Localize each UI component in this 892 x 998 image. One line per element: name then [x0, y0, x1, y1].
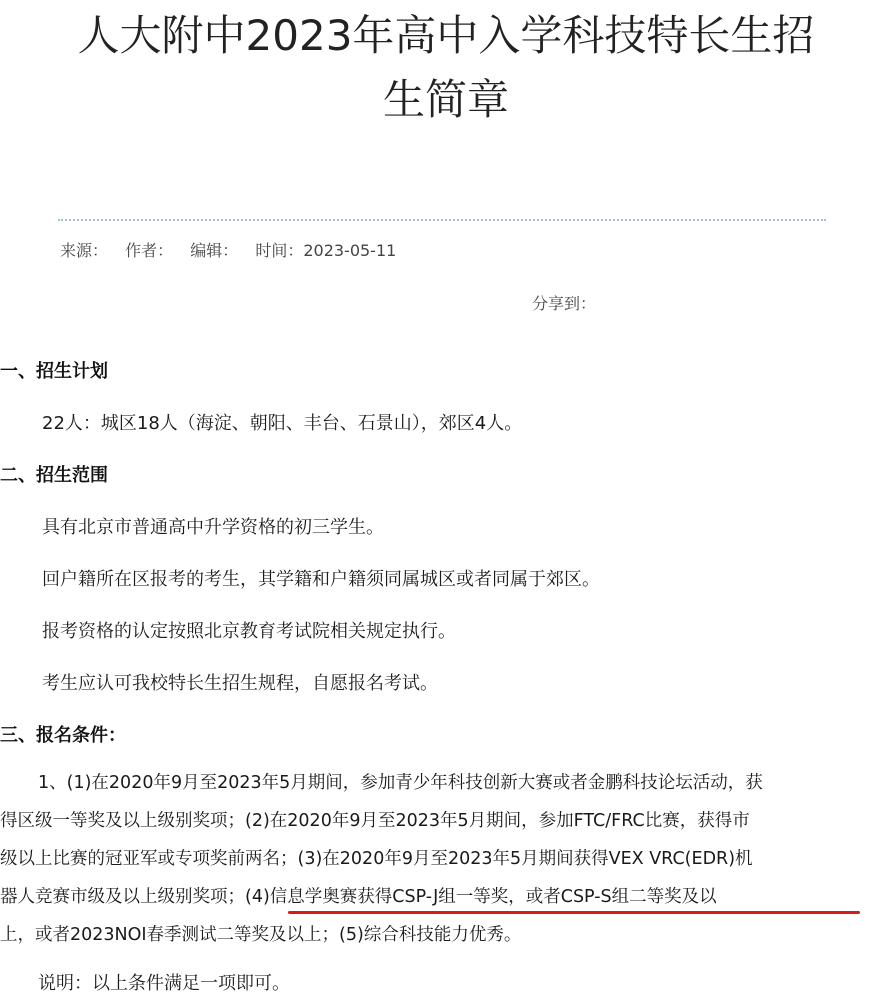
highlight-underline	[288, 911, 860, 914]
scope-paragraph-3: 报考资格的认定按照北京教育考试院相关规定执行。	[42, 621, 456, 642]
plan-paragraph: 22人：城区18人（海淀、朝阳、丰台、石景山），郊区4人。	[42, 413, 523, 434]
conditions-line-4: 器人竞赛市级及以上级别奖项；(4)信息学奥赛获得CSP-J组一等奖，或者CSP-S组二等奖及以	[0, 887, 717, 907]
scope-paragraph-2: 回户籍所在区报考的考生，其学籍和户籍须同属城区或者同属于郊区。	[42, 569, 600, 590]
conditions-line-1: 1、(1)在2020年9月至2023年5月期间，参加青少年科技创新大赛或者金鹏科技论坛活动，获	[38, 773, 763, 793]
meta-editor: 编辑：	[190, 241, 239, 260]
conditions-line-2: 得区级一等奖及以上级别奖项；(2)在2020年9月至2023年5月期间，参加FTC/FRC比赛，获得市	[0, 811, 750, 831]
title-line-1: 人大附中2023年高中入学科技特长生招	[77, 11, 815, 60]
scope-paragraph-4: 考生应认可我校特长生招生规程，自愿报名考试。	[42, 673, 438, 694]
article-meta	[60, 238, 408, 261]
meta-time: 时间：2023-05-11	[255, 241, 397, 260]
section-heading-conditions: 三、报名条件：	[0, 725, 126, 746]
meta-author: 作者：	[125, 241, 174, 260]
section-heading-scope: 二、招生范围	[0, 465, 108, 486]
conditions-line-3: 级以上比赛的冠亚军或专项奖前两名；(3)在2020年9月至2023年5月期间获得VEX VRC(EDR)机	[0, 849, 753, 869]
share-label: 分享到：	[532, 294, 597, 313]
meta-source: 来源：	[60, 241, 109, 260]
conditions-line-5: 上，或者2023NOI春季测试二等奖及以上；(5)综合科技能力优秀。	[0, 925, 522, 945]
title-line-2: 生简章	[382, 75, 509, 124]
section-heading-plan: 一、招生计划	[0, 361, 108, 382]
conditions-note: 说明：以上条件满足一项即可。	[38, 973, 290, 994]
scope-paragraph-1: 具有北京市普通高中升学资格的初三学生。	[42, 517, 384, 538]
dotted-divider	[58, 219, 826, 221]
